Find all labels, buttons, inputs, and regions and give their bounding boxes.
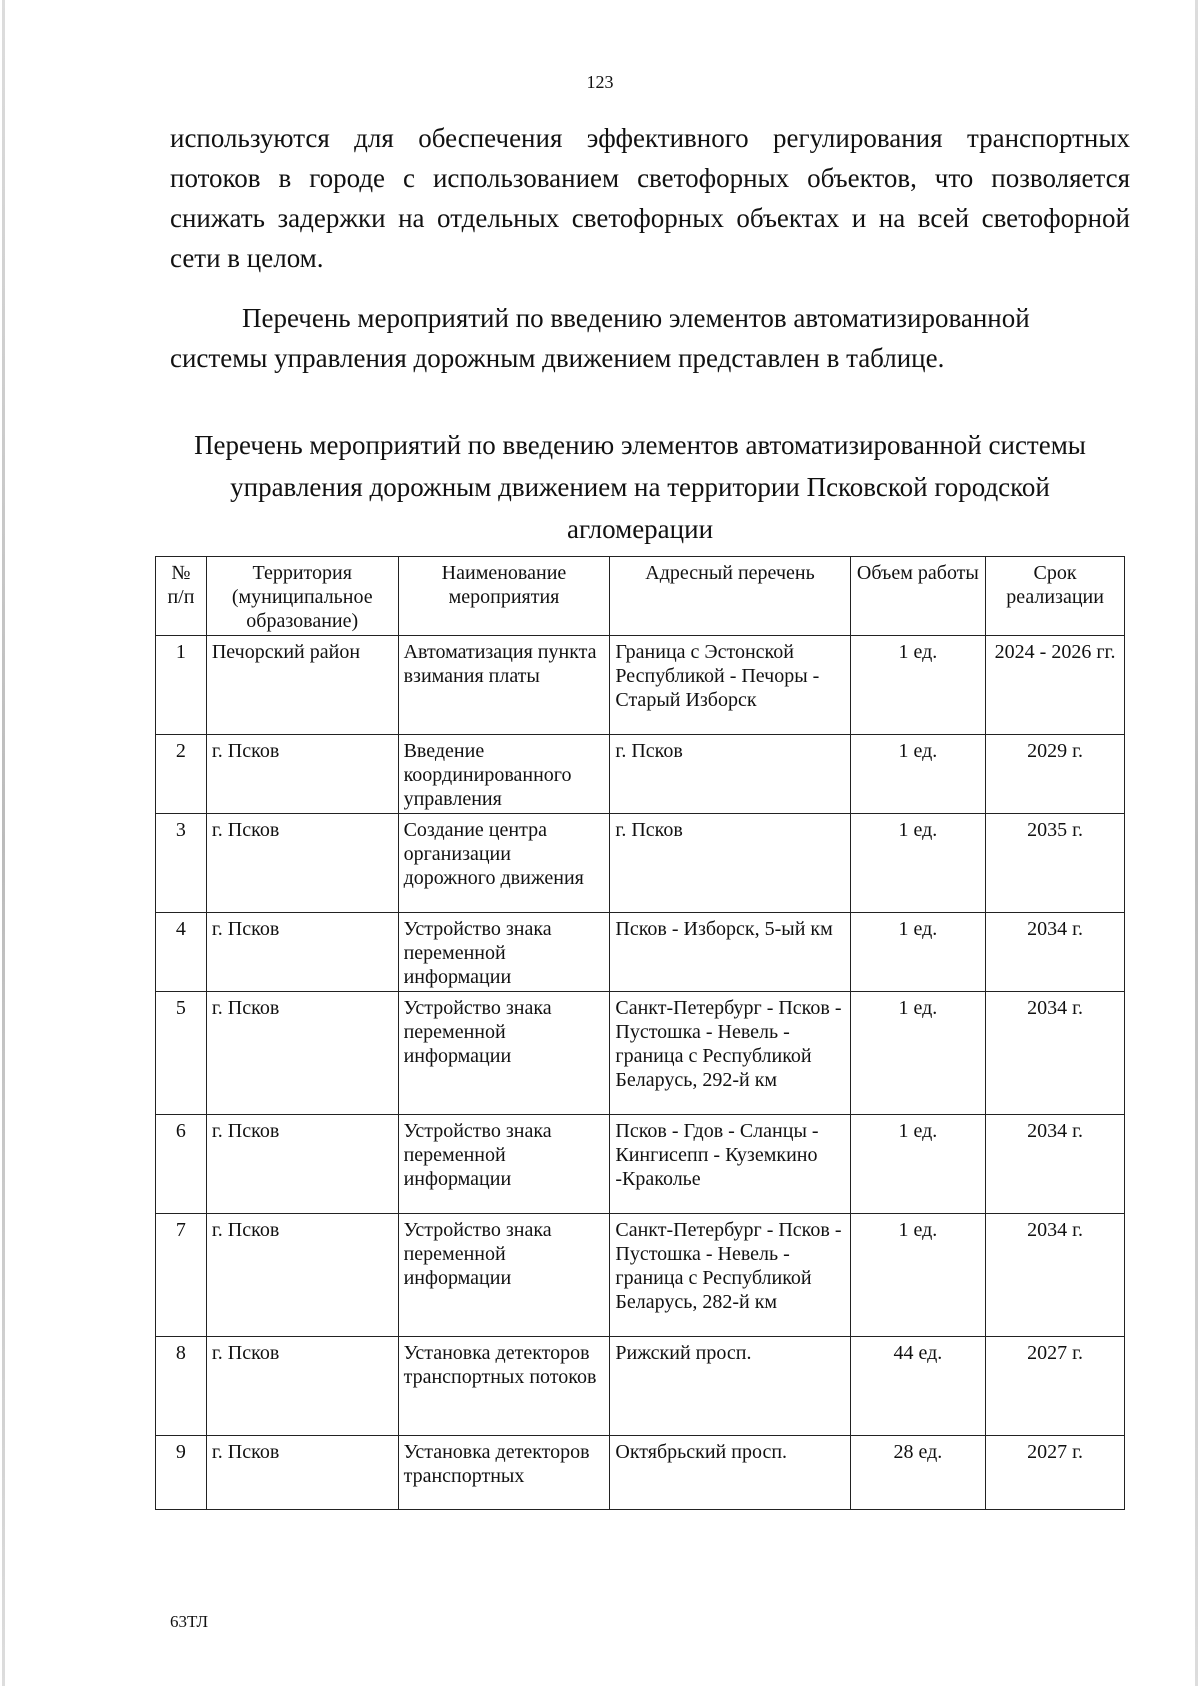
table-row — [156, 636, 1125, 735]
scan-edge-left — [2, 0, 5, 1686]
row-address: Санкт-Петербург - Псков - Пустошка - Невель - граница с Республикой Беларусь, 292-й км — [610, 992, 850, 1115]
table-header-row — [156, 557, 1125, 636]
row-term: 2027 г. — [986, 1436, 1125, 1510]
page-number: 123 — [586, 72, 614, 92]
row-volume: 1 ед. — [850, 636, 986, 735]
row-territory: г. Псков — [206, 814, 398, 913]
row-territory: г. Псков — [206, 1337, 398, 1436]
row-territory: г. Псков — [206, 735, 398, 814]
row-term: 2034 г. — [986, 1115, 1125, 1214]
row-address: Псков - Гдов - Сланцы - Кингисепп - Куземкино -Краколье — [610, 1115, 850, 1214]
table-row — [156, 814, 1125, 913]
header-term: Срок реализации — [986, 557, 1125, 636]
table-row — [156, 1337, 1125, 1436]
row-number: 3 — [156, 814, 207, 913]
table-row — [156, 1115, 1125, 1214]
row-event-name: Установка детекторов транспортных — [398, 1436, 610, 1510]
row-term: 2035 г. — [986, 814, 1125, 913]
table-row — [156, 1436, 1125, 1510]
row-address: Рижский просп. — [610, 1337, 850, 1436]
scan-edge-right — [1195, 0, 1198, 1686]
row-number: 4 — [156, 913, 207, 992]
row-number: 6 — [156, 1115, 207, 1214]
row-address: г. Псков — [610, 735, 850, 814]
row-term: 2029 г. — [986, 735, 1125, 814]
table-title: Перечень мероприятий по введению элементов автоматизированной системы управления дорожным движением на территории Псковской городской агломерации — [194, 430, 1086, 544]
footer-code: 63ТЛ — [170, 1612, 209, 1631]
row-volume: 1 ед. — [850, 913, 986, 992]
paragraph-table-reference: Перечень мероприятий по введению элементов автоматизированной системы управления дорожным движением представлен в таблице. — [170, 303, 1030, 373]
row-territory: г. Псков — [206, 1436, 398, 1510]
row-territory: Печорский район — [206, 636, 398, 735]
row-territory: г. Псков — [206, 913, 398, 992]
row-volume: 1 ед. — [850, 814, 986, 913]
row-number: 2 — [156, 735, 207, 814]
events-table — [155, 556, 1125, 1510]
row-event-name: Устройство знака переменной информации — [398, 1214, 610, 1337]
table-row — [156, 735, 1125, 814]
row-volume: 28 ед. — [850, 1436, 986, 1510]
row-volume: 1 ед. — [850, 992, 986, 1115]
header-event-name: Наименование мероприятия — [398, 557, 610, 636]
row-volume: 44 ед. — [850, 1337, 986, 1436]
row-number: 1 — [156, 636, 207, 735]
table-row — [156, 1214, 1125, 1337]
row-event-name: Устройство знака переменной информации — [398, 1115, 610, 1214]
row-event-name: Автоматизация пункта взимания платы — [398, 636, 610, 735]
row-address: Псков - Изборск, 5-ый км — [610, 913, 850, 992]
row-address: г. Псков — [610, 814, 850, 913]
row-event-name: Устройство знака переменной информации — [398, 992, 610, 1115]
row-event-name: Создание центра организации дорожного движения — [398, 814, 610, 913]
header-work-volume: Объем работы — [850, 557, 986, 636]
row-volume: 1 ед. — [850, 735, 986, 814]
paragraph-intro: используются для обеспечения эффективного регулирования транспортных потоков в городе с использованием светофорных объектов, что позволяется снижать задержки на отдельных светофорных объектах и на всей светофорной сети в целом. — [170, 123, 1130, 273]
row-term: 2034 г. — [986, 1214, 1125, 1337]
row-term: 2034 г. — [986, 913, 1125, 992]
row-territory: г. Псков — [206, 1214, 398, 1337]
row-event-name: Введение координированного управления — [398, 735, 610, 814]
row-number: 8 — [156, 1337, 207, 1436]
row-volume: 1 ед. — [850, 1214, 986, 1337]
row-number: 7 — [156, 1214, 207, 1337]
row-address: Граница с Эстонской Республикой - Печоры - Старый Изборск — [610, 636, 850, 735]
row-number: 5 — [156, 992, 207, 1115]
row-term: 2024 - 2026 гг. — [986, 636, 1125, 735]
row-event-name: Установка детекторов транспортных потоков — [398, 1337, 610, 1436]
header-territory: Территория (муниципальное образование) — [206, 557, 398, 636]
row-event-name: Устройство знака переменной информации — [398, 913, 610, 992]
header-number: № п/п — [156, 557, 207, 636]
table-row — [156, 913, 1125, 992]
row-term: 2027 г. — [986, 1337, 1125, 1436]
row-address: Санкт-Петербург - Псков - Пустошка - Невель - граница с Республикой Беларусь, 282-й км — [610, 1214, 850, 1337]
row-term: 2034 г. — [986, 992, 1125, 1115]
row-territory: г. Псков — [206, 1115, 398, 1214]
row-address: Октябрьский просп. — [610, 1436, 850, 1510]
row-territory: г. Псков — [206, 992, 398, 1115]
row-number: 9 — [156, 1436, 207, 1510]
header-address-list: Адресный перечень — [610, 557, 850, 636]
row-volume: 1 ед. — [850, 1115, 986, 1214]
table-row — [156, 992, 1125, 1115]
